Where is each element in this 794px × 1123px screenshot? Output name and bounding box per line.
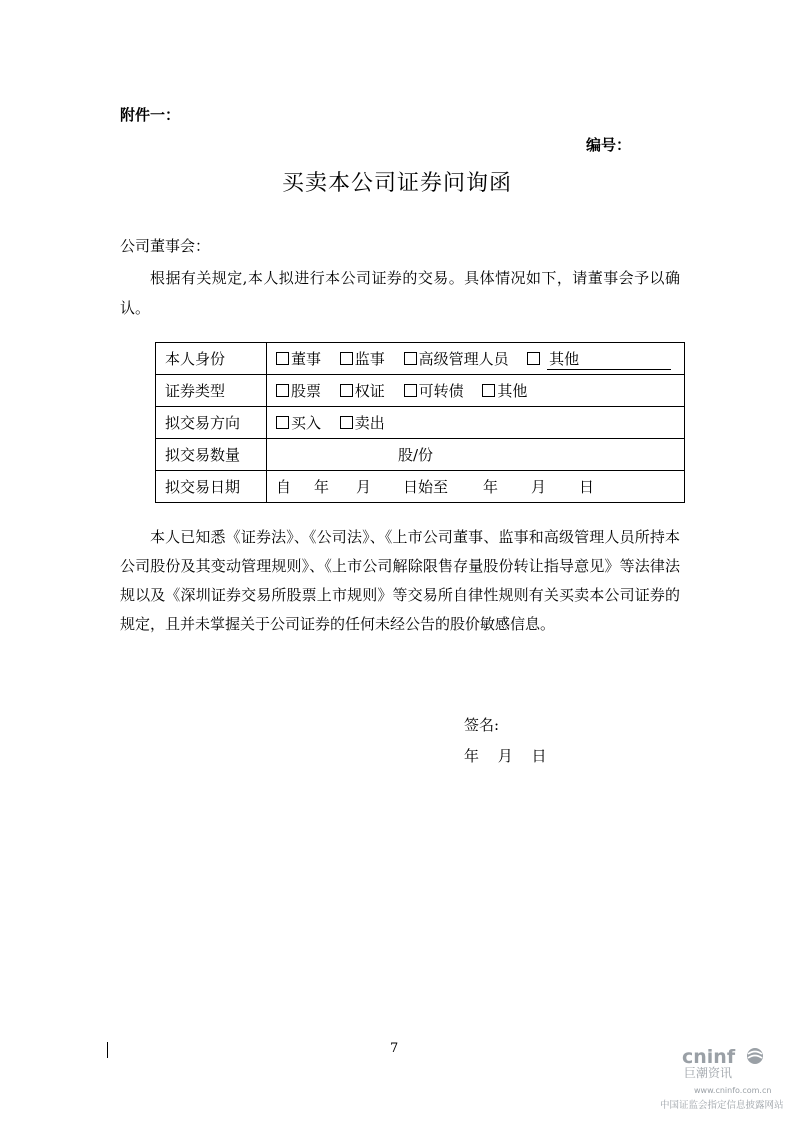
margin-bar (107, 1042, 108, 1058)
other-identity-field[interactable]: 其他 (547, 348, 671, 370)
document-title: 买卖本公司证券问询函 (281, 171, 512, 196)
watermark-cn-name: 巨潮资讯 (684, 1066, 733, 1080)
quantity-field[interactable] (267, 439, 685, 471)
salutation: 公司董事会： (120, 237, 211, 255)
checkbox-warrant[interactable]: 权证 (340, 382, 385, 400)
acknowledgement-paragraph: 本人已知悉《证券法》、《公司法》、《上市公司董事、监事和高级管理人员所持本公司股份及其变动管理规则》、《上市公司解除限售存量股份转让指导意见》等法律法规以及《深圳证券交易所股票上市规则》等交易所自律性规则有关买卖本公司证券的规定，且并未掌握关于公司证券的任何未经公告的股价敏感信息。 (120, 528, 680, 633)
watermark-brand: cninf (682, 1048, 736, 1068)
intro-paragraph: 根据有关规定,本人拟进行本公司证券的交易。具体情况如下，请董事会予以确认。 (120, 269, 680, 317)
checkbox-director[interactable]: 董事 (276, 350, 321, 368)
quantity-label: 拟交易数量 (156, 439, 267, 471)
direction-options (267, 407, 685, 439)
watermark-tagline: 中国证监会指定信息披露网站 (660, 1100, 784, 1111)
form-row-date (156, 471, 685, 503)
checkbox-other-security[interactable]: 其他 (482, 382, 527, 400)
identity-label: 本人身份 (156, 343, 267, 375)
form-row-quantity (156, 439, 685, 471)
quantity-unit: 股/份 (398, 446, 434, 464)
security-type-options (267, 375, 685, 407)
checkbox-senior-management[interactable]: 高级管理人员 (404, 350, 509, 368)
cninfo-watermark-logo (660, 1048, 794, 1123)
watermark-url: www.cninfo.com.cn (694, 1086, 772, 1095)
checkbox-sell[interactable]: 卖出 (340, 414, 385, 432)
page-number: 7 (390, 1041, 399, 1056)
request-form-table (155, 342, 685, 503)
checkbox-buy[interactable]: 买入 (276, 414, 321, 432)
direction-label: 拟交易方向 (156, 407, 267, 439)
checkbox-stock[interactable]: 股票 (276, 382, 321, 400)
identity-options (267, 343, 685, 375)
checkbox-other-identity[interactable] (527, 350, 671, 368)
security-type-label: 证券类型 (156, 375, 267, 407)
serial-number-label: 编号： (586, 136, 632, 154)
signature-date: 年 月 日 (464, 747, 547, 765)
form-row-security-type (156, 375, 685, 407)
checkbox-supervisor[interactable]: 监事 (340, 350, 385, 368)
form-row-identity (156, 343, 685, 375)
date-label: 拟交易日期 (156, 471, 267, 503)
date-range-field[interactable]: 自 年 月 日始至 年 月 日 (267, 471, 685, 503)
form-row-direction (156, 407, 685, 439)
checkbox-convertible-bond[interactable]: 可转债 (404, 382, 464, 400)
attachment-label: 附件一： (120, 106, 181, 124)
signature-label: 签名: (464, 716, 500, 734)
